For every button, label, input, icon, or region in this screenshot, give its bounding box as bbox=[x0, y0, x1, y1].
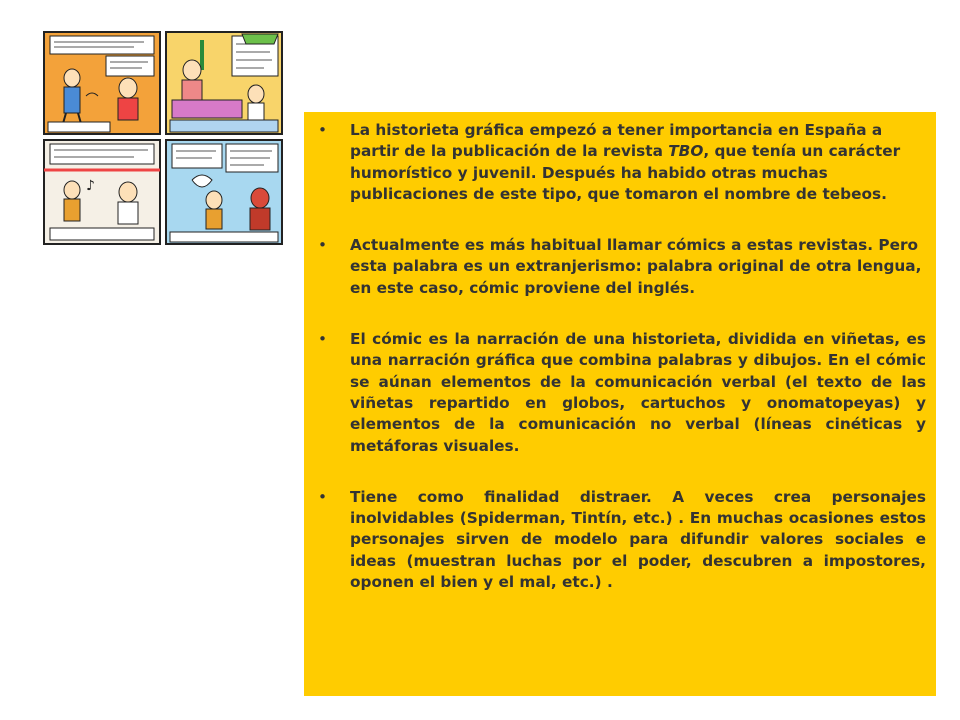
bullet-text: Actualmente es más habitual llamar cómics a estas revistas. Pero esta palabra es un extranjerismo: palabra original de otra lengua, en este caso, cómic proviene del inglés. bbox=[350, 236, 922, 297]
text-panel bbox=[304, 112, 936, 696]
bullet-list bbox=[312, 120, 926, 593]
bullet-icon: • bbox=[318, 121, 328, 139]
bullet-item-tbo bbox=[312, 120, 926, 205]
bullet-text: La historieta gráfica empezó a tener importancia en España a partir de la publicación de la revista TBO, que tenía un carácter humorístico y juvenil. Después ha habido otras muchas publicaciones de este tipo, que tomaron el nombre de tebeos. bbox=[350, 121, 901, 203]
comic-strip-illustration-icon bbox=[42, 30, 284, 246]
bullet-text: Tiene como finalidad distraer. A veces crea personajes inolvidables (Spiderman, Tintín, etc.) . En muchas ocasiones estos personajes sirven de modelo para difundir valores sociales e ideas (muestran luchas por el poder, descubren a impostores, oponen el bien y el mal, etc.) . bbox=[350, 487, 926, 592]
comic-strip-image bbox=[42, 30, 284, 246]
svg-text:♪: ♪ bbox=[86, 178, 95, 194]
bullet-icon: • bbox=[318, 236, 328, 255]
bullet-icon: • bbox=[318, 487, 328, 506]
bullet-icon: • bbox=[318, 330, 328, 349]
bullet-item-extranjerismo bbox=[312, 235, 926, 299]
magazine-title: TBO bbox=[668, 142, 704, 161]
bullet-item-definicion bbox=[312, 329, 926, 457]
bullet-text: El cómic es la narración de una historieta, dividida en viñetas, es una narración gráfica que combina palabras y dibujos. En el cómic se aúnan elementos de la comunicación verbal (el texto de las viñetas repartido en globos, cartuchos y onomatopeyas) y elementos de la comunicación no verbal (líneas cinéticas y metáforas visuales. bbox=[350, 330, 926, 455]
bullet-item-finalidad bbox=[312, 487, 926, 593]
